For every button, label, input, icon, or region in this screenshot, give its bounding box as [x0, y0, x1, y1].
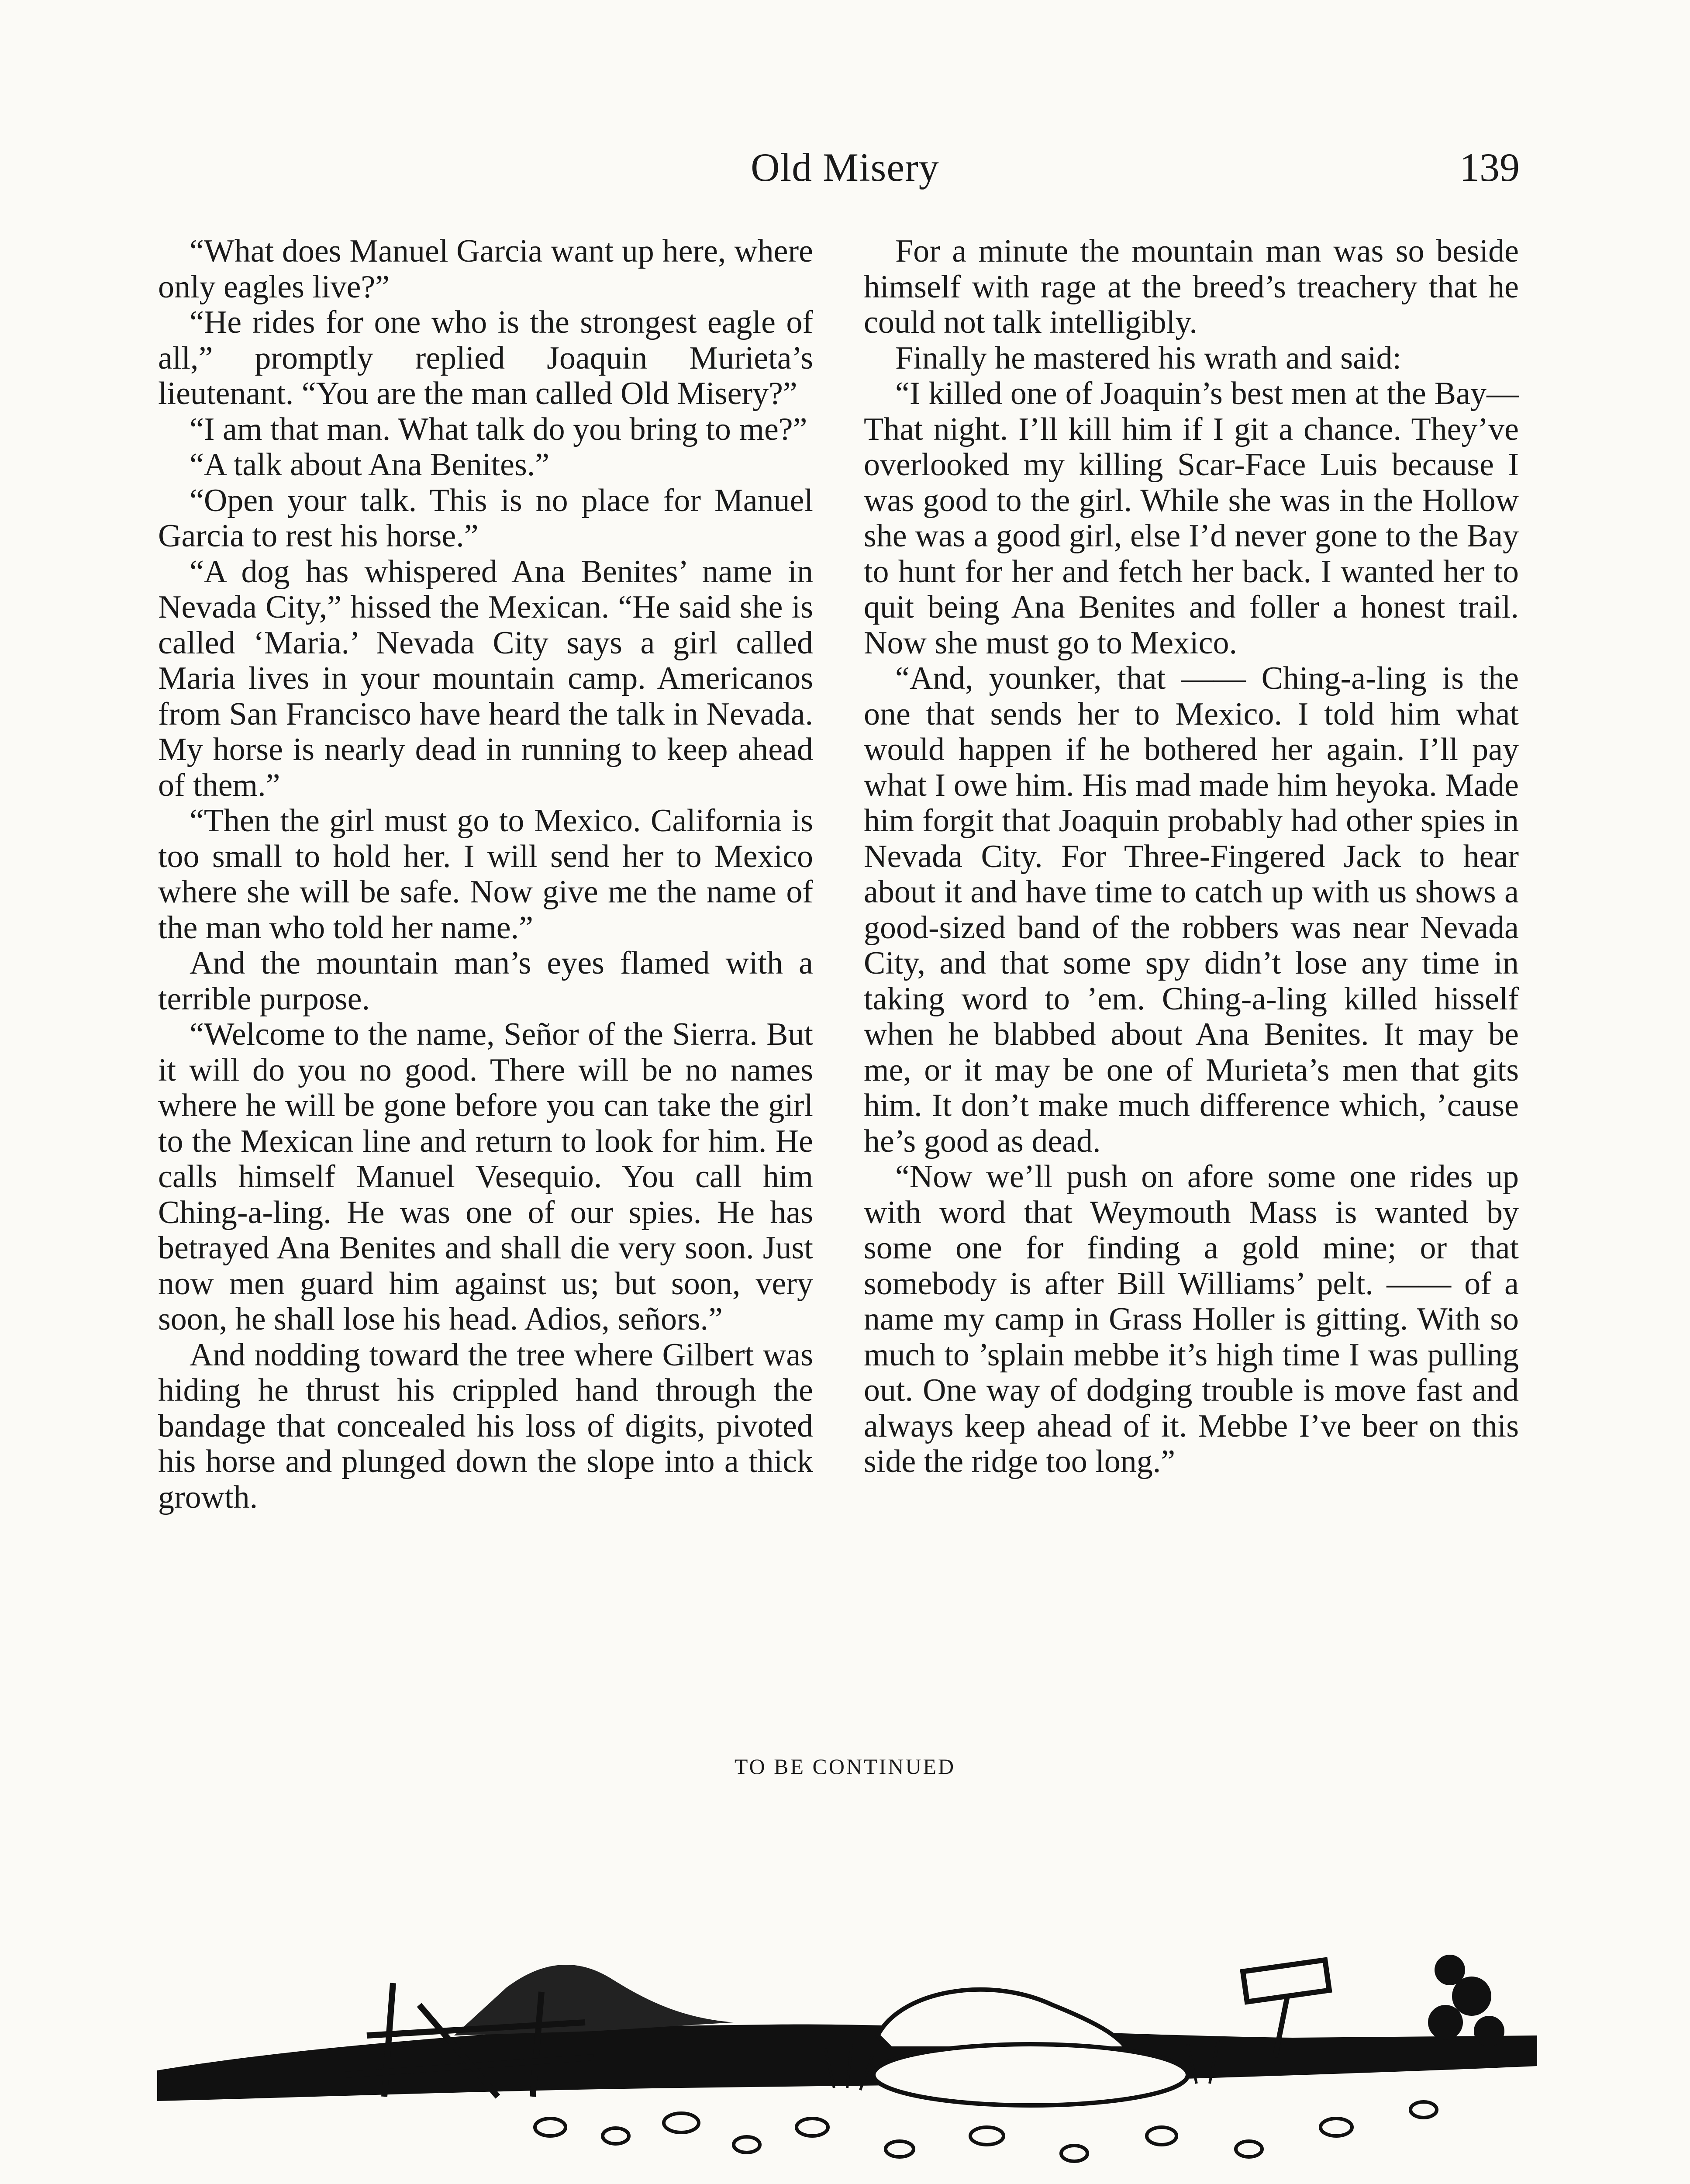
to-be-continued: TO BE CONTINUED	[734, 1754, 956, 1779]
paragraph: “Open your talk. This is no place for Manuel Garcia to rest his horse.”	[158, 482, 813, 554]
paragraph: “Then the girl must go to Mexico. California is too small to hold her. I will send her to Mexico where she will be safe. Now give me the name of the man who told her name.”	[158, 803, 813, 946]
paragraph: “A talk about Ana Benites.”	[190, 447, 550, 483]
paragraph: And the mountain man’s eyes flamed with a terrible purpose.	[158, 945, 813, 1017]
paragraph: “Now we’ll push on afore some one rides up with word that Weymouth Mass is wanted by some one for finding a gold mine; or that somebody is after Bill Williams’ pelt. —— of a name my camp in Grass Holler is gitting. With so much to ’splain mebbe it’s high time I was pulling out. One way of dodging trouble is move fast and always keep ahead of it. Mebbe I’ve beer on this side the ridge too long.”	[864, 1159, 1519, 1479]
landscape-vignette-illustration	[157, 1891, 1537, 2184]
bush	[1428, 1955, 1504, 2046]
paragraph: Finally he mastered his wrath and said:	[895, 340, 1402, 376]
pond	[873, 2044, 1188, 2105]
page-number: 139	[1459, 145, 1520, 190]
paragraph: And nodding toward the tree where Gilbert was hiding he thrust his crippled hand through the bandage that concealed his loss of digits, pivoted his horse and plunged down the slope into a thick growth.	[158, 1337, 813, 1515]
paragraph: “Welcome to the name, Señor of the Sierra. But it will do you no good. There will be no names where he will be gone before you can take the girl to the Mexican line and return to look for him. He calls himself Manuel Vesequio. You call him Ching-a-ling. He was one of our spies. He has betrayed Ana Benites and shall die very soon. Just now men guard him against us; but soon, very soon, he shall lose his head. Adios, señors.”	[158, 1016, 813, 1337]
left-column	[158, 234, 813, 1515]
paragraph: “And, younker, that —— Ching-a-ling is the one that sends her to Mexico. I told him what would happen if he bothered her again. I’ll pay what I owe him. His mad made him heyoka. Made him forgit that Joaquin probably had other spies in Nevada City. For Three-Fingered Jack to hear about it and have time to catch up with us shows a good-sized band of the robbers was near Nevada City, and that some spy didn’t lose any time in taking word to ’em. Ching-a-ling killed hisself when he blabbed about Ana Benites. It may be me, or it may be one of Murieta’s men that gits him. It don’t make much difference which, ’cause he’s good as dead.	[864, 660, 1519, 1159]
page-title: Old Misery	[751, 145, 939, 190]
paragraph: “What does Manuel Garcia want up here, where only eagles live?”	[158, 233, 813, 305]
paragraph: “He rides for one who is the strongest eagle of all,” promptly replied Joaquin Murieta’s lieutenant. “You are the man called Old Misery?”	[158, 304, 813, 411]
paragraph: For a minute the mountain man was so beside himself with rage at the breed’s treachery that he could not talk intelligibly.	[864, 233, 1519, 340]
right-column	[864, 234, 1519, 1480]
boulder	[878, 1990, 1127, 2049]
pebbles	[535, 2102, 1437, 2161]
paragraph: “I am that man. What talk do you bring to me?”	[190, 411, 807, 447]
paragraph: “I killed one of Joaquin’s best men at the Bay— That night. I’ll kill him if I git a chance. They’ve overlooked my killing Scar-Face Luis because I was good to the girl. While she was in the Hollow she was a good girl, else I’d never gone to the Bay to hunt for her and fetch her back. I wanted her to quit being Ana Benites and foller a honest trail. Now she must go to Mexico.	[864, 376, 1519, 661]
horizon-band	[157, 2024, 1537, 2101]
paragraph: “A dog has whispered Ana Benites’ name in Nevada City,” hissed the Mexican. “He said she is called ‘Maria.’ Nevada City says a girl called Maria lives in your mountain camp. Americanos from San Francisco have heard the talk in Nevada. My horse is nearly dead in running to keep ahead of them.”	[158, 553, 813, 803]
